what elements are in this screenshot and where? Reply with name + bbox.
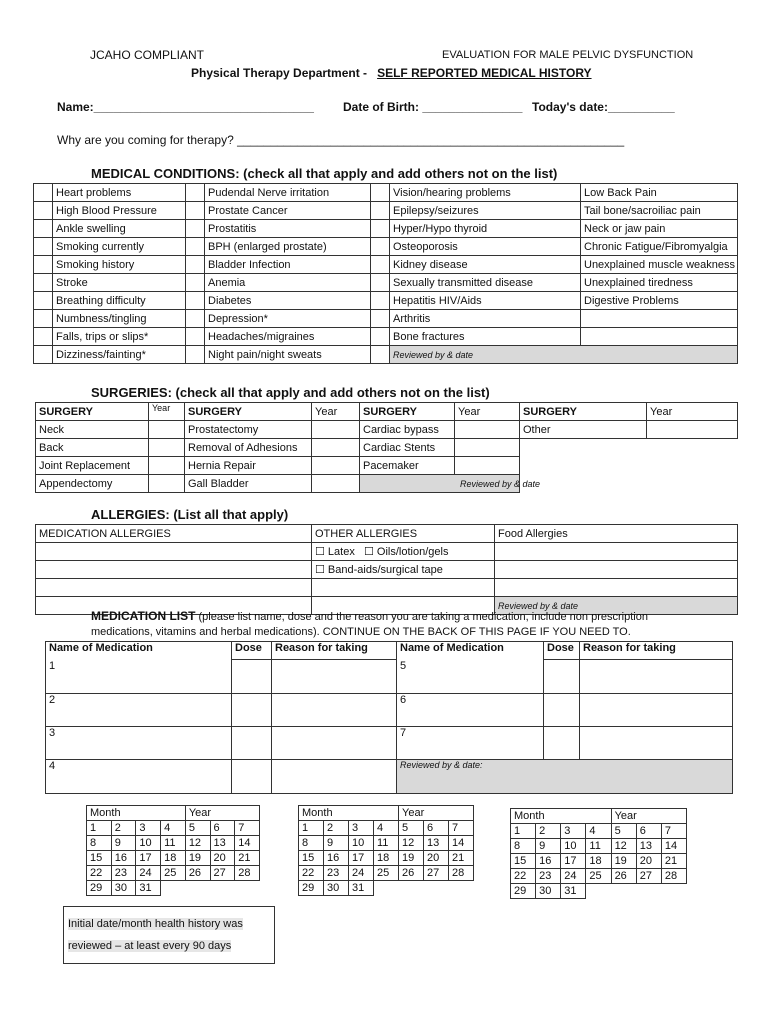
calendar-day-cell[interactable]: 18 bbox=[161, 851, 186, 866]
year-header: Year bbox=[455, 403, 520, 421]
surgery-header: SURGERY bbox=[360, 403, 455, 421]
calendar-day-cell[interactable]: 22 bbox=[511, 869, 536, 884]
condition-checkbox[interactable] bbox=[186, 238, 205, 256]
medication-allergy-cell[interactable] bbox=[36, 561, 312, 579]
condition-label: Anemia bbox=[205, 274, 371, 292]
calendar-day-cell[interactable]: 28 bbox=[449, 866, 474, 881]
calendar-day-cell[interactable]: 14 bbox=[235, 836, 260, 851]
condition-label: BPH (enlarged prostate) bbox=[205, 238, 371, 256]
calendar-day-cell[interactable]: 6 bbox=[636, 824, 661, 839]
calendar-day-cell[interactable]: 18 bbox=[374, 851, 399, 866]
medication-row-number[interactable]: 6 bbox=[397, 694, 544, 727]
calendar-day-cell[interactable]: 20 bbox=[636, 854, 661, 869]
calendar-day-cell[interactable]: 17 bbox=[561, 854, 586, 869]
calendar-day-cell[interactable]: 26 bbox=[611, 869, 636, 884]
condition-label: Headaches/migraines bbox=[205, 328, 371, 346]
condition-label: Epilepsy/seizures bbox=[390, 202, 581, 220]
calendar-day-cell[interactable]: 12 bbox=[611, 839, 636, 854]
condition-checkbox[interactable] bbox=[34, 346, 53, 364]
calendar-day-cell[interactable]: 31 bbox=[561, 884, 586, 899]
calendar-year-label[interactable]: Year bbox=[399, 806, 474, 821]
latex-checkbox[interactable]: ☐ Latex bbox=[315, 546, 355, 558]
oils-checkbox[interactable]: ☐ Oils/lotion/gels bbox=[364, 546, 449, 558]
calendar-day-cell[interactable]: 2 bbox=[324, 821, 349, 836]
surgery-item[interactable]: Back bbox=[36, 439, 149, 457]
medication-allergy-cell[interactable] bbox=[36, 543, 312, 561]
calendar-day-cell[interactable]: 22 bbox=[87, 866, 112, 881]
medication-allergy-cell[interactable] bbox=[36, 579, 312, 597]
surgery-item[interactable]: Hernia Repair bbox=[185, 457, 312, 475]
condition-label: Digestive Problems bbox=[581, 292, 738, 310]
condition-checkbox[interactable] bbox=[371, 346, 390, 364]
name-field[interactable]: Name:_________________________________ bbox=[57, 100, 314, 114]
condition-label: Stroke bbox=[53, 274, 186, 292]
condition-checkbox[interactable] bbox=[34, 256, 53, 274]
department-title: Physical Therapy Department - SELF REPORTED MEDICAL HISTORY bbox=[191, 66, 592, 80]
year-cell[interactable] bbox=[312, 421, 360, 439]
calendar-empty-cell bbox=[235, 881, 260, 896]
condition-label: Neck or jaw pain bbox=[581, 220, 738, 238]
calendar-day-cell[interactable]: 1 bbox=[511, 824, 536, 839]
condition-label: Tail bone/sacroiliac pain bbox=[581, 202, 738, 220]
condition-checkbox[interactable] bbox=[34, 202, 53, 220]
calendar-day-cell[interactable]: 12 bbox=[185, 836, 210, 851]
calendar-day-cell[interactable]: 21 bbox=[235, 851, 260, 866]
calendar-day-cell[interactable]: 19 bbox=[399, 851, 424, 866]
calendar-day-cell[interactable]: 13 bbox=[210, 836, 235, 851]
condition-blank-cell[interactable] bbox=[581, 328, 738, 346]
other-allergy-options bbox=[312, 543, 495, 561]
reason-header: Reason for taking bbox=[272, 642, 397, 660]
condition-checkbox[interactable] bbox=[34, 310, 53, 328]
calendar-day-cell[interactable]: 7 bbox=[661, 824, 686, 839]
calendar-day-cell[interactable]: 16 bbox=[536, 854, 561, 869]
condition-label: Night pain/night sweats bbox=[205, 346, 371, 364]
calendar-day-cell[interactable]: 3 bbox=[136, 821, 161, 836]
calendar-day-cell[interactable]: 13 bbox=[636, 839, 661, 854]
surgery-header: SURGERY bbox=[185, 403, 312, 421]
calendar-day-cell[interactable]: 28 bbox=[235, 866, 260, 881]
condition-label: Hyper/Hypo thyroid bbox=[390, 220, 581, 238]
reason-cell[interactable] bbox=[272, 760, 397, 794]
calendar-day-cell[interactable]: 29 bbox=[299, 881, 324, 896]
calendar-day-cell[interactable]: 15 bbox=[299, 851, 324, 866]
calendar-day-cell[interactable]: 16 bbox=[111, 851, 136, 866]
surgery-item[interactable]: Gall Bladder bbox=[185, 475, 312, 493]
calendar-day-cell[interactable]: 30 bbox=[536, 884, 561, 899]
calendar-day-cell[interactable]: 25 bbox=[374, 866, 399, 881]
food-allergy-cell[interactable] bbox=[495, 543, 738, 561]
today-date-field[interactable]: Today's date:__________ bbox=[532, 100, 675, 114]
condition-label: Heart problems bbox=[53, 184, 186, 202]
condition-checkbox[interactable] bbox=[186, 346, 205, 364]
surgery-item[interactable]: Cardiac bypass bbox=[360, 421, 455, 439]
condition-label: Osteoporosis bbox=[390, 238, 581, 256]
calendar-day-cell[interactable]: 5 bbox=[611, 824, 636, 839]
calendar-day-cell[interactable]: 11 bbox=[586, 839, 611, 854]
year-cell[interactable] bbox=[455, 439, 520, 457]
calendar-day-cell[interactable]: 7 bbox=[235, 821, 260, 836]
review-note-line2: reviewed – at least every 90 days bbox=[68, 940, 232, 952]
year-cell[interactable] bbox=[149, 439, 185, 457]
calendar-day-cell[interactable]: 1 bbox=[299, 821, 324, 836]
calendar-day-cell[interactable]: 20 bbox=[424, 851, 449, 866]
allergies-table bbox=[35, 524, 738, 615]
year-cell[interactable] bbox=[455, 421, 520, 439]
calendar-day-cell[interactable]: 30 bbox=[111, 881, 136, 896]
dose-cell[interactable] bbox=[544, 727, 580, 760]
calendar-empty-cell bbox=[161, 881, 186, 896]
calendar-day-cell[interactable]: 10 bbox=[136, 836, 161, 851]
medical-conditions-table bbox=[33, 183, 738, 364]
condition-label: Sexually transmitted disease bbox=[390, 274, 581, 292]
calendar-day-cell[interactable]: 5 bbox=[399, 821, 424, 836]
year-cell[interactable] bbox=[455, 457, 520, 475]
calendar-day-cell[interactable]: 26 bbox=[185, 866, 210, 881]
allergies-title: ALLERGIES: (List all that apply) bbox=[91, 507, 289, 522]
condition-label: Vision/hearing problems bbox=[390, 184, 581, 202]
year-header: Year bbox=[149, 403, 185, 421]
calendar-day-cell[interactable]: 24 bbox=[349, 866, 374, 881]
condition-checkbox[interactable] bbox=[34, 184, 53, 202]
condition-checkbox[interactable] bbox=[186, 184, 205, 202]
condition-label: Numbness/tingling bbox=[53, 310, 186, 328]
calendar-day-cell[interactable]: 25 bbox=[586, 869, 611, 884]
year-cell[interactable] bbox=[312, 439, 360, 457]
surgery-item[interactable]: Prostatectomy bbox=[185, 421, 312, 439]
condition-checkbox[interactable] bbox=[34, 220, 53, 238]
condition-label: Smoking history bbox=[53, 256, 186, 274]
year-cell[interactable] bbox=[647, 421, 738, 439]
calendar-day-cell[interactable]: 7 bbox=[449, 821, 474, 836]
reason-for-therapy-field[interactable]: Why are you coming for therapy? __________________________________________________________ bbox=[57, 133, 625, 147]
calendar-day-cell[interactable]: 11 bbox=[374, 836, 399, 851]
calendar-day-cell[interactable]: 4 bbox=[374, 821, 399, 836]
dob-field[interactable]: Date of Birth: _______________ bbox=[343, 100, 523, 114]
calendar-month-label[interactable]: Month bbox=[511, 809, 612, 824]
reason-cell[interactable] bbox=[272, 694, 397, 727]
calendar-day-cell[interactable]: 8 bbox=[511, 839, 536, 854]
food-allergies-header: Food Allergies bbox=[495, 525, 738, 543]
calendar-day-cell[interactable]: 31 bbox=[136, 881, 161, 896]
condition-label: Pudendal Nerve irritation bbox=[205, 184, 371, 202]
calendar-day-cell[interactable]: 3 bbox=[349, 821, 374, 836]
reason-cell[interactable] bbox=[272, 660, 397, 694]
condition-label: Low Back Pain bbox=[581, 184, 738, 202]
condition-checkbox[interactable] bbox=[186, 292, 205, 310]
calendar-day-cell[interactable]: 27 bbox=[424, 866, 449, 881]
medication-row-number[interactable]: 2 bbox=[46, 694, 232, 727]
medical-conditions-title: MEDICAL CONDITIONS: (check all that apply and add others not on the list) bbox=[91, 166, 558, 181]
condition-checkbox[interactable] bbox=[371, 274, 390, 292]
calendar-empty-cell bbox=[210, 881, 235, 896]
calendar-day-cell[interactable]: 21 bbox=[449, 851, 474, 866]
calendar-day-cell[interactable]: 6 bbox=[424, 821, 449, 836]
condition-label: Arthritis bbox=[390, 310, 581, 328]
surgeries-table bbox=[35, 402, 738, 493]
condition-label: Falls, trips or slips* bbox=[53, 328, 186, 346]
calendar-day-cell[interactable]: 31 bbox=[349, 881, 374, 896]
calendar-empty-cell bbox=[185, 881, 210, 896]
calendar-day-cell[interactable]: 26 bbox=[399, 866, 424, 881]
condition-checkbox[interactable] bbox=[371, 256, 390, 274]
calendar-day-cell[interactable]: 19 bbox=[185, 851, 210, 866]
surgery-item[interactable]: Removal of Adhesions bbox=[185, 439, 312, 457]
year-cell[interactable] bbox=[312, 457, 360, 475]
condition-label: High Blood Pressure bbox=[53, 202, 186, 220]
calendar-day-cell[interactable]: 2 bbox=[536, 824, 561, 839]
compliance-label: JCAHO COMPLIANT bbox=[90, 48, 205, 62]
calendar-day-cell[interactable]: 2 bbox=[111, 821, 136, 836]
condition-label: Bladder Infection bbox=[205, 256, 371, 274]
calendar-day-cell[interactable]: 23 bbox=[324, 866, 349, 881]
conditions-reviewed-cell[interactable]: Reviewed by & date bbox=[390, 346, 738, 364]
calendar-day-cell[interactable]: 23 bbox=[111, 866, 136, 881]
condition-label: Kidney disease bbox=[390, 256, 581, 274]
condition-checkbox[interactable] bbox=[371, 202, 390, 220]
calendar-day-cell[interactable]: 24 bbox=[136, 866, 161, 881]
dose-cell[interactable] bbox=[544, 694, 580, 727]
calendar-day-cell[interactable]: 27 bbox=[210, 866, 235, 881]
condition-checkbox[interactable] bbox=[371, 184, 390, 202]
condition-label: Prostate Cancer bbox=[205, 202, 371, 220]
calendar-day-cell[interactable]: 8 bbox=[87, 836, 112, 851]
empty-cell bbox=[520, 457, 738, 475]
review-note-line1: Initial date/month health history was bbox=[68, 918, 243, 930]
surgery-item[interactable]: Appendectomy bbox=[36, 475, 149, 493]
year-header: Year bbox=[312, 403, 360, 421]
reason-cell[interactable] bbox=[272, 727, 397, 760]
condition-label: Smoking currently bbox=[53, 238, 186, 256]
food-allergy-cell[interactable] bbox=[495, 579, 738, 597]
reason-header: Reason for taking bbox=[580, 642, 733, 660]
calendar-day-cell[interactable]: 10 bbox=[561, 839, 586, 854]
calendar-day-cell[interactable]: 30 bbox=[324, 881, 349, 896]
condition-checkbox[interactable] bbox=[371, 328, 390, 346]
calendar-day-cell[interactable]: 12 bbox=[399, 836, 424, 851]
calendar-empty-cell bbox=[636, 884, 661, 899]
bandaids-checkbox[interactable]: ☐ Band-aids/surgical tape bbox=[312, 561, 495, 579]
calendar-empty-cell bbox=[586, 884, 611, 899]
calendar-day-cell[interactable]: 29 bbox=[511, 884, 536, 899]
reason-cell[interactable] bbox=[580, 727, 733, 760]
calendar-day-cell[interactable]: 24 bbox=[561, 869, 586, 884]
calendar-day-cell[interactable]: 4 bbox=[161, 821, 186, 836]
surgery-item[interactable]: Pacemaker bbox=[360, 457, 455, 475]
condition-label: Diabetes bbox=[205, 292, 371, 310]
calendar-empty-cell bbox=[399, 881, 424, 896]
calendar-day-cell[interactable]: 22 bbox=[299, 866, 324, 881]
surgery-item[interactable]: Joint Replacement bbox=[36, 457, 149, 475]
medication-row-number[interactable]: 7 bbox=[397, 727, 544, 760]
calendar-day-cell[interactable]: 8 bbox=[299, 836, 324, 851]
medication-allergies-header: MEDICATION ALLERGIES bbox=[36, 525, 312, 543]
condition-checkbox[interactable] bbox=[186, 220, 205, 238]
condition-label: Bone fractures bbox=[390, 328, 581, 346]
calendar-day-cell[interactable]: 15 bbox=[511, 854, 536, 869]
calendar-day-cell[interactable]: 29 bbox=[87, 881, 112, 896]
condition-checkbox[interactable] bbox=[186, 202, 205, 220]
medication-row-number[interactable]: 3 bbox=[46, 727, 232, 760]
medication-table bbox=[45, 641, 733, 794]
condition-label: Unexplained muscle weakness bbox=[581, 256, 738, 274]
dose-cell[interactable] bbox=[232, 694, 272, 727]
dose-cell[interactable] bbox=[232, 660, 272, 694]
condition-checkbox[interactable] bbox=[186, 328, 205, 346]
calendar-day-cell[interactable]: 18 bbox=[586, 854, 611, 869]
surgery-item[interactable]: Other bbox=[520, 421, 647, 439]
condition-checkbox[interactable] bbox=[34, 274, 53, 292]
condition-checkbox[interactable] bbox=[186, 310, 205, 328]
calendar-day-cell[interactable]: 11 bbox=[161, 836, 186, 851]
calendar-day-cell[interactable]: 20 bbox=[210, 851, 235, 866]
condition-label: Prostatitis bbox=[205, 220, 371, 238]
condition-label: Dizziness/fainting* bbox=[53, 346, 186, 364]
surgery-header: SURGERY bbox=[36, 403, 149, 421]
calendar-day-cell[interactable]: 6 bbox=[210, 821, 235, 836]
calendar-year-label[interactable]: Year bbox=[185, 806, 259, 821]
calendar-empty-cell bbox=[661, 884, 686, 899]
dose-header: Dose bbox=[544, 642, 580, 660]
condition-label: Depression* bbox=[205, 310, 371, 328]
reason-cell[interactable] bbox=[580, 660, 733, 694]
calendar-day-cell[interactable]: 14 bbox=[449, 836, 474, 851]
dose-cell[interactable] bbox=[232, 760, 272, 794]
medication-list-desc: medications, vitamins and herbal medications). CONTINUE ON THE BACK OF THIS PAGE IF YOU NEED TO. bbox=[91, 626, 631, 638]
calendar-day-cell[interactable]: 16 bbox=[324, 851, 349, 866]
year-cell[interactable] bbox=[149, 475, 185, 493]
condition-label: Breathing difficulty bbox=[53, 292, 186, 310]
surgery-item[interactable]: Neck bbox=[36, 421, 149, 439]
calendar-day-cell[interactable]: 21 bbox=[661, 854, 686, 869]
empty-cell bbox=[520, 475, 738, 493]
year-header: Year bbox=[647, 403, 738, 421]
condition-checkbox[interactable] bbox=[371, 292, 390, 310]
calendar-month-label[interactable]: Month bbox=[299, 806, 399, 821]
calendar-day-cell[interactable]: 28 bbox=[661, 869, 686, 884]
condition-checkbox[interactable] bbox=[34, 238, 53, 256]
condition-checkbox[interactable] bbox=[371, 310, 390, 328]
calendar-day-cell[interactable]: 5 bbox=[185, 821, 210, 836]
calendar-grid bbox=[298, 805, 474, 896]
condition-checkbox[interactable] bbox=[34, 292, 53, 310]
other-allergies-header: OTHER ALLERGIES bbox=[312, 525, 495, 543]
dose-cell[interactable] bbox=[232, 727, 272, 760]
calendar-day-cell[interactable]: 9 bbox=[536, 839, 561, 854]
medication-reviewed-cell[interactable]: Reviewed by & date: bbox=[397, 760, 733, 794]
calendar-day-cell[interactable]: 27 bbox=[636, 869, 661, 884]
calendar-month-label[interactable]: Month bbox=[87, 806, 186, 821]
condition-label: Ankle swelling bbox=[53, 220, 186, 238]
medication-name-header: Name of Medication bbox=[46, 642, 232, 660]
calendar-day-cell[interactable]: 1 bbox=[87, 821, 112, 836]
medication-name-header: Name of Medication bbox=[397, 642, 544, 660]
calendar-day-cell[interactable]: 4 bbox=[586, 824, 611, 839]
reason-cell[interactable] bbox=[580, 694, 733, 727]
condition-blank-cell[interactable] bbox=[581, 310, 738, 328]
calendar-empty-cell bbox=[424, 881, 449, 896]
condition-checkbox[interactable] bbox=[371, 238, 390, 256]
year-cell[interactable] bbox=[149, 457, 185, 475]
year-cell[interactable] bbox=[312, 475, 360, 493]
calendar-day-cell[interactable]: 17 bbox=[349, 851, 374, 866]
calendar-day-cell[interactable]: 17 bbox=[136, 851, 161, 866]
calendar-year-label[interactable]: Year bbox=[611, 809, 686, 824]
calendar-empty-cell bbox=[611, 884, 636, 899]
condition-checkbox[interactable] bbox=[186, 274, 205, 292]
dose-header: Dose bbox=[232, 642, 272, 660]
allergies-reviewed-cell[interactable]: Reviewed by & date bbox=[495, 597, 738, 615]
surgeries-reviewed-cell[interactable]: Reviewed by & date bbox=[360, 475, 520, 493]
calendar-grid bbox=[86, 805, 260, 896]
empty-cell bbox=[520, 439, 738, 457]
condition-label: Hepatitis HIV/Aids bbox=[390, 292, 581, 310]
calendar-day-cell[interactable]: 23 bbox=[536, 869, 561, 884]
calendar-day-cell[interactable]: 25 bbox=[161, 866, 186, 881]
dose-cell[interactable] bbox=[544, 660, 580, 694]
medication-row-number[interactable]: 4 bbox=[46, 760, 232, 794]
calendar-day-cell[interactable]: 9 bbox=[111, 836, 136, 851]
calendar-day-cell[interactable]: 10 bbox=[349, 836, 374, 851]
surgery-header: SURGERY bbox=[520, 403, 647, 421]
calendar-day-cell[interactable]: 13 bbox=[424, 836, 449, 851]
evaluation-title: EVALUATION FOR MALE PELVIC DYSFUNCTION bbox=[442, 49, 694, 61]
surgery-item[interactable]: Cardiac Stents bbox=[360, 439, 455, 457]
medication-row-number[interactable]: 1 bbox=[46, 660, 232, 694]
food-allergy-cell[interactable] bbox=[495, 561, 738, 579]
year-cell[interactable] bbox=[149, 421, 185, 439]
condition-checkbox[interactable] bbox=[371, 220, 390, 238]
condition-label: Chronic Fatigue/Fibromyalgia bbox=[581, 238, 738, 256]
calendar-day-cell[interactable]: 14 bbox=[661, 839, 686, 854]
medication-row-number[interactable]: 5 bbox=[397, 660, 544, 694]
calendar-day-cell[interactable]: 15 bbox=[87, 851, 112, 866]
calendar-grid bbox=[510, 808, 687, 899]
calendar-empty-cell bbox=[374, 881, 399, 896]
review-note-box bbox=[63, 906, 275, 964]
medication-list-intro: MEDICATION LIST (please list name, dose and the reason you are taking a medication, include non prescription bbox=[91, 609, 648, 623]
other-allergy-cell[interactable] bbox=[312, 579, 495, 597]
calendar-day-cell[interactable]: 19 bbox=[611, 854, 636, 869]
calendar-empty-cell bbox=[449, 881, 474, 896]
condition-label: Unexplained tiredness bbox=[581, 274, 738, 292]
condition-checkbox[interactable] bbox=[186, 256, 205, 274]
calendar-day-cell[interactable]: 9 bbox=[324, 836, 349, 851]
condition-checkbox[interactable] bbox=[34, 328, 53, 346]
calendar-day-cell[interactable]: 3 bbox=[561, 824, 586, 839]
surgeries-title: SURGERIES: (check all that apply and add others not on the list) bbox=[91, 385, 490, 400]
